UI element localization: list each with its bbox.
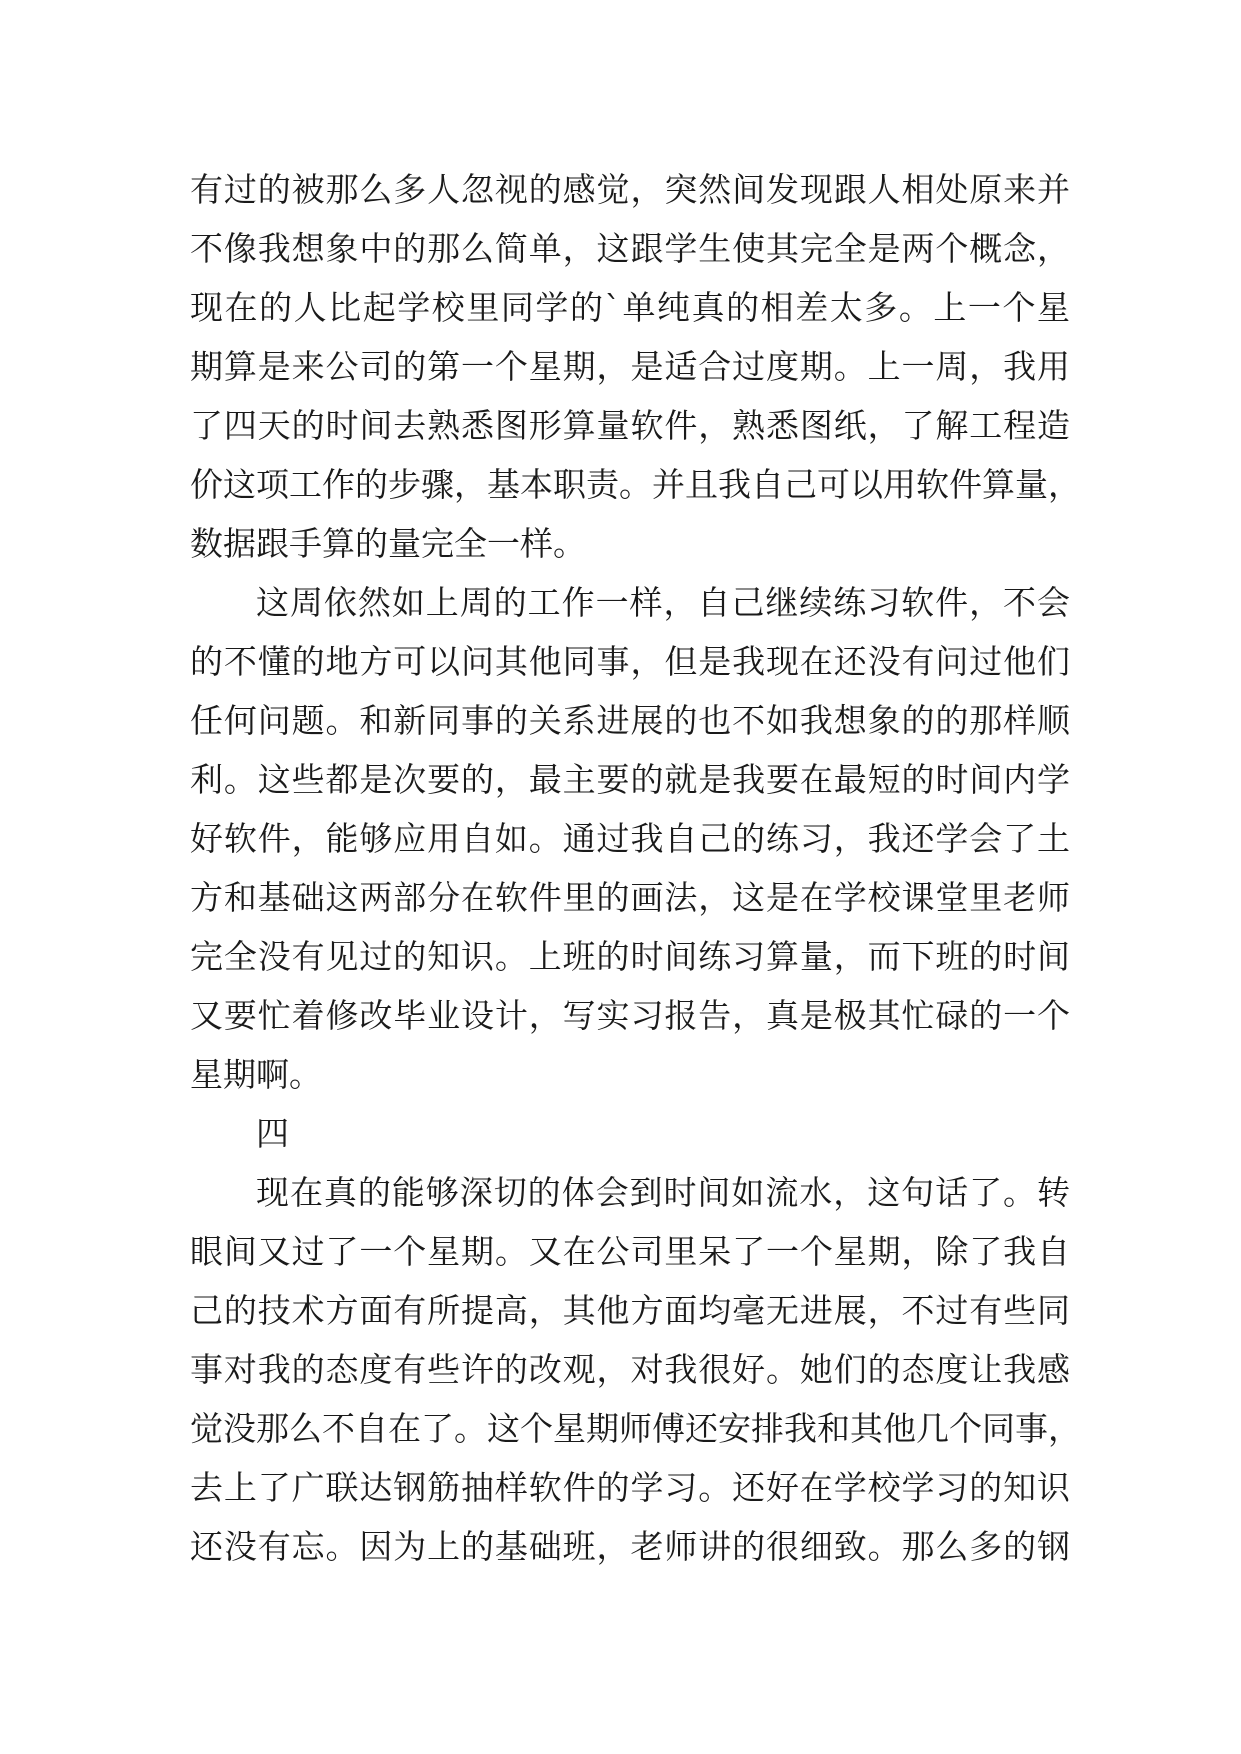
text-line: 了四天的时间去熟悉图形算量软件，熟悉图纸，了解工程造: [190, 406, 1070, 445]
section-heading: 四: [256, 1114, 289, 1153]
text-line: 觉没那么不自在了。这个星期师傅还安排我和其他几个同事，: [190, 1409, 1081, 1448]
text-line: 期算是来公司的第一个星期，是适合过度期。上一周，我用: [190, 347, 1070, 386]
text-line: 利。这些都是次要的，最主要的就是我要在最短的时间内学: [190, 760, 1070, 799]
text-line: 有过的被那么多人忽视的感觉，突然间发现跟人相处原来并: [190, 170, 1070, 209]
text-line: 好软件，能够应用自如。通过我自己的练习，我还学会了土: [190, 819, 1070, 858]
text-line: 任何问题。和新同事的关系进展的也不如我想象的的那样顺: [190, 701, 1070, 740]
body-text: [190, 160, 1081, 1576]
text-line: 事对我的态度有些许的改观，对我很好。她们的态度让我感: [190, 1350, 1070, 1389]
text-line: 数据跟手算的量完全一样。: [190, 524, 586, 563]
text-line: 完全没有见过的知识。上班的时间练习算量，而下班的时间: [190, 937, 1070, 976]
text-line: 己的技术方面有所提高，其他方面均毫无进展，不过有些同: [190, 1291, 1070, 1330]
text-line: 星期啊。: [190, 1055, 322, 1094]
paragraph-first-line: 现在真的能够深切的体会到时间如流水，这句话了。转: [256, 1173, 1070, 1212]
text-line: 去上了广联达钢筋抽样软件的学习。还好在学校学习的知识: [190, 1468, 1070, 1507]
text-line: 方和基础这两部分在软件里的画法，这是在学校课堂里老师: [190, 878, 1070, 917]
text-line: 眼间又过了一个星期。又在公司里呆了一个星期，除了我自: [190, 1232, 1070, 1271]
paragraph-first-line: 这周依然如上周的工作一样，自己继续练习软件，不会: [256, 583, 1070, 622]
text-line: 又要忙着修改毕业设计，写实习报告，真是极其忙碌的一个: [190, 996, 1070, 1035]
text-line: 不像我想象中的那么简单，这跟学生使其完全是两个概念，: [190, 229, 1070, 268]
text-line: 还没有忘。因为上的基础班，老师讲的很细致。那么多的钢: [190, 1527, 1070, 1566]
text-line: 现在的人比起学校里同学的`单纯真的相差太多。上一个星: [190, 288, 1070, 327]
text-line: 的不懂的地方可以问其他同事，但是我现在还没有问过他们: [190, 642, 1070, 681]
text-line: 价这项工作的步骤，基本职责。并且我自己可以用软件算量，: [190, 465, 1081, 504]
